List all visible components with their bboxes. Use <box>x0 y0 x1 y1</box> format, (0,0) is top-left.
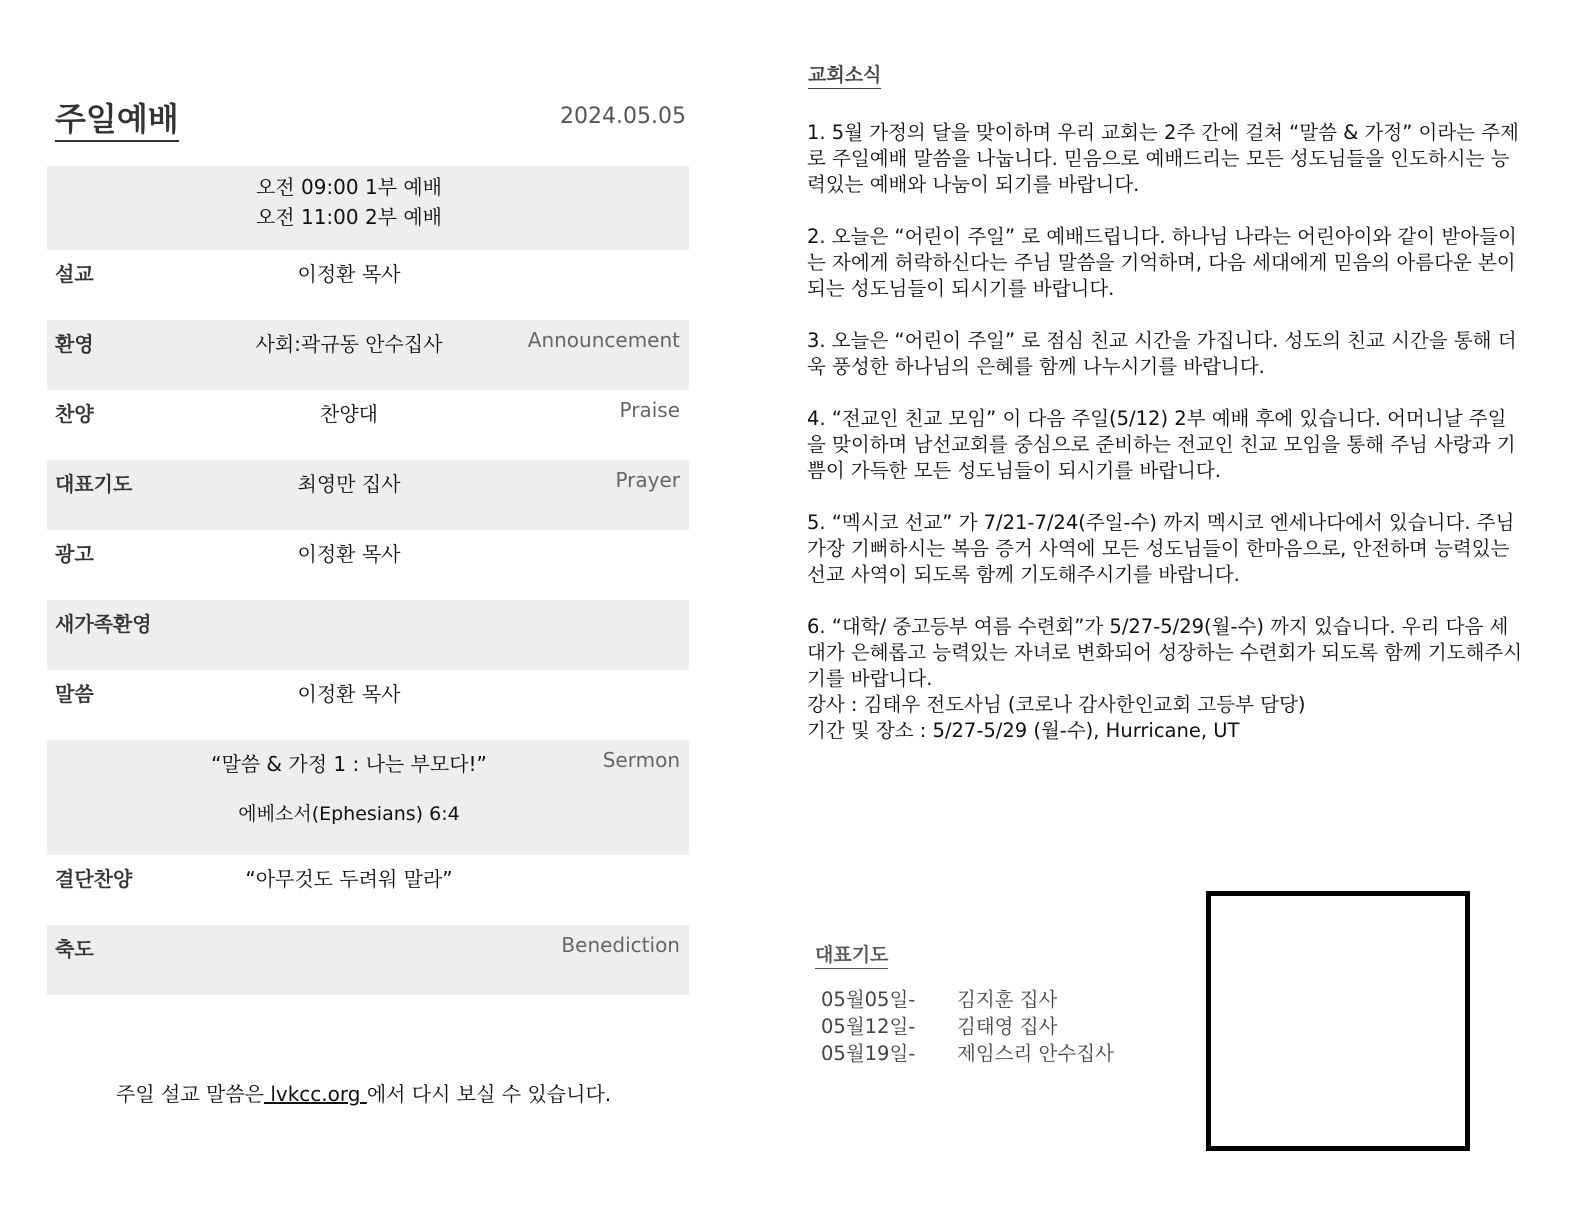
retreat-speaker: 강사 : 김태우 전도사님 (코로나 감사한인교회 고등부 담당) <box>807 693 1306 716</box>
prayer-heading: 대표기도 <box>815 940 888 969</box>
footer-note: 주일 설교 말씀은 lvkcc.org 에서 다시 보실 수 있습니다. <box>116 1082 612 1106</box>
row-english <box>509 530 689 600</box>
row-label: 환영 <box>55 332 94 356</box>
table-row <box>47 250 689 320</box>
row-english <box>509 250 689 320</box>
list-item: 05월19일- 제임스리 안수집사 <box>821 1042 1114 1065</box>
row-value <box>189 600 509 670</box>
row-english <box>509 670 689 740</box>
news-heading: 교회소식 <box>808 60 881 89</box>
list-item: 05월12일- 김태영 집사 <box>821 1015 1058 1038</box>
retreat-period: 기간 및 장소 : 5/27-5/29 (월-수), Hurricane, UT <box>807 719 1240 742</box>
service-date: 2024.05.05 <box>560 104 686 129</box>
table-row <box>47 670 689 740</box>
news-item: 6. “대학/ 중고등부 여름 수련회”가 5/27-5/29(월-수) 까지 있습니다. 우리 다음 세대가 은혜롭고 능력있는 자녀로 변화되어 성장하는 수련회가 되도록 함께 기도해주시기를 바랍니다. <box>807 615 1523 690</box>
row-value: 최영만 집사 <box>297 472 401 496</box>
qr-placeholder-box <box>1206 891 1470 1151</box>
row-value: “아무것도 두려워 말라” <box>245 867 453 891</box>
news-item: 5. “멕시코 선교” 가 7/21-7/24(주일-수) 까지 멕시코 엔세나다에서 있습니다. 주님 가장 기뻐하시는 복음 증거 사역에 모든 성도님들이 한마음으로, 안전하며 능력있는 선교 사역이 되도록 함께 기도해주시기를 바랍니다. <box>807 511 1515 586</box>
page-title: 주일예배 <box>55 100 179 142</box>
row-value: 사회:곽규동 안수집사 <box>255 332 443 356</box>
sermon-title: “말씀 & 가정 1 : 나는 부모다!” <box>211 752 487 776</box>
table-row <box>47 390 689 460</box>
row-english: Sermon <box>602 748 680 772</box>
row-value: 이정환 목사 <box>297 682 401 706</box>
table-row <box>47 855 689 925</box>
news-item: 1. 5월 가정의 달을 맞이하며 우리 교회는 2주 간에 걸쳐 “말씀 & 가정” 이라는 주제로 주일예배 말씀을 나눕니다. 믿음으로 예배드리는 모든 성도님들을 인도하시는 능력있는 예배와 나눔이 되기를 바랍니다. <box>807 121 1519 196</box>
row-label: 새가족환영 <box>55 612 152 636</box>
row-label: 광고 <box>55 542 94 566</box>
row-english: Praise <box>619 398 680 422</box>
row-label: 설교 <box>55 262 94 286</box>
sermon-row <box>47 740 689 855</box>
row-value: 이정환 목사 <box>297 262 401 286</box>
list-item: 05월05일- 김지훈 집사 <box>821 988 1058 1011</box>
row-label: 축도 <box>55 937 94 961</box>
website-link[interactable]: lvkcc.org <box>263 1082 367 1106</box>
service-time-2: 오전 11:00 2부 예배 <box>255 205 443 229</box>
table-row <box>47 460 689 530</box>
row-label: 대표기도 <box>55 472 133 496</box>
table-row <box>47 925 689 995</box>
service-time-1: 오전 09:00 1부 예배 <box>255 175 443 199</box>
row-english <box>509 600 689 670</box>
row-label: 결단찬양 <box>55 867 133 891</box>
news-item: 3. 오늘은 “어린이 주일” 로 점심 친교 시간을 가집니다. 성도의 친교 시간을 통해 더욱 풍성한 하나님의 은혜를 함께 나누시기를 바랍니다. <box>807 329 1517 378</box>
news-list <box>807 120 1523 744</box>
order-of-service <box>47 166 689 995</box>
table-row <box>47 600 689 670</box>
news-item: 2. 오늘은 “어린이 주일” 로 예배드립니다. 하나님 나라는 어린아이와 같이 받아들이는 자에게 허락하신다는 주님 말씀을 기억하며, 다음 세대에게 믿음의 아름다운 본이 되는 성도님들이 되시기를 바랍니다. <box>807 225 1517 300</box>
service-times-row <box>47 166 689 250</box>
row-english: Benediction <box>561 933 680 957</box>
row-label: 말씀 <box>55 682 94 706</box>
table-row <box>47 320 689 390</box>
news-item: 4. “전교인 친교 모임” 이 다음 주일(5/12) 2부 예배 후에 있습니다. 어머니날 주일을 맞이하며 남선교회를 중심으로 준비하는 전교인 친교 모임을 통해 주님 사랑과 기쁨이 가득한 모든 성도님들이 되시기를 바랍니다. <box>807 407 1516 482</box>
row-english: Announcement <box>527 328 680 352</box>
row-label: 찬양 <box>55 402 94 426</box>
row-english: Prayer <box>615 468 680 492</box>
table-row <box>47 530 689 600</box>
row-value: 찬양대 <box>320 402 378 426</box>
prayer-schedule <box>821 986 1114 1067</box>
row-value: 이정환 목사 <box>297 542 401 566</box>
sermon-scripture: 에베소서(Ephesians) 6:4 <box>238 803 460 825</box>
